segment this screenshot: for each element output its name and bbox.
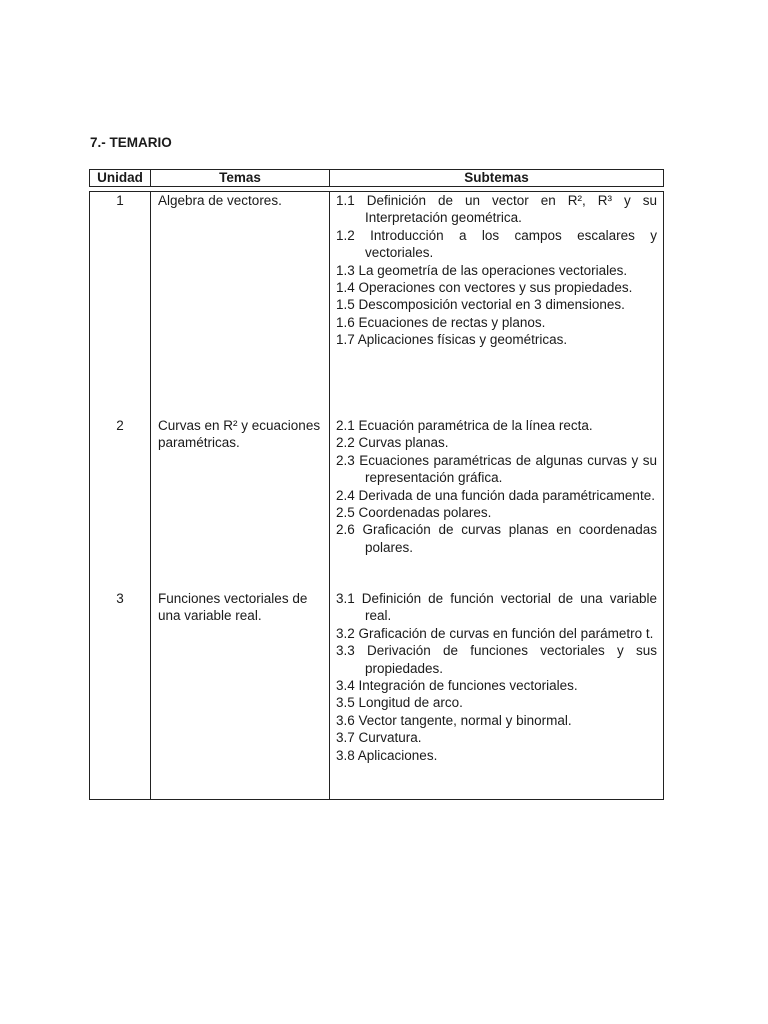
subtema-item: 2.3 Ecuaciones paramétricas de algunas curvas y su representación gráfica. — [336, 452, 657, 486]
subtema-item: 1.5 Descomposición vectorial en 3 dimensiones. — [336, 297, 625, 313]
unit-tema: Funciones vectoriales de una variable real. — [158, 591, 308, 624]
subtema-list — [336, 192, 657, 349]
subtema-item: 1.7 Aplicaciones físicas y geométricas. — [336, 332, 568, 348]
header-subtemas: Subtemas — [329, 169, 664, 187]
subtema-item: 1.1 Definición de un vector en R², R³ y su Interpretación geométrica. — [336, 193, 657, 226]
subtema-item: 1.3 La geometría de las operaciones vectoriales. — [336, 262, 628, 278]
subtema-item: 1.6 Ecuaciones de rectas y planos. — [336, 314, 546, 330]
temario-table — [89, 169, 664, 800]
subtema-item: 3.5 Longitud de arco. — [336, 695, 463, 711]
subtema-item: 3.6 Vector tangente, normal y binormal. — [336, 712, 572, 728]
subtema-item: 3.4 Integración de funciones vectoriales. — [336, 678, 578, 694]
subtema-item: 1.2 Introducción a los campos escalares y vectoriales. — [336, 227, 657, 261]
header-unidad: Unidad — [89, 169, 151, 187]
column-divider — [329, 191, 330, 800]
section-title: 7.- TEMARIO — [90, 135, 172, 150]
subtema-item: 2.2 Curvas planas. — [336, 435, 449, 451]
subtema-item: 3.7 Curvatura. — [336, 730, 422, 746]
subtema-item: 2.4 Derivada de una función dada paramétricamente. — [336, 487, 655, 503]
subtema-item: 3.2 Graficación de curvas en función del parámetro t. — [336, 625, 654, 641]
unit-tema: Curvas en R² y ecuaciones paramétricas. — [158, 418, 321, 451]
subtema-list — [336, 417, 657, 556]
subtema-list — [336, 590, 657, 764]
subtema-item: 3.1 Definición de función vectorial de una variable real. — [336, 591, 657, 624]
header-temas: Temas — [150, 169, 330, 187]
subtema-item: 2.5 Coordenadas polares. — [336, 505, 492, 521]
subtema-item: 3.8 Aplicaciones. — [336, 747, 438, 763]
unit-number: 3 — [116, 591, 124, 606]
subtema-item: 3.3 Derivación de funciones vectoriales y sus propiedades. — [336, 643, 657, 676]
subtema-item: 2.1 Ecuación paramétrica de la línea recta. — [336, 418, 593, 433]
unit-number: 1 — [116, 193, 124, 208]
unit-tema: Algebra de vectores. — [158, 193, 282, 208]
column-divider — [150, 191, 151, 800]
subtema-item: 2.6 Graficación de curvas planas en coordenadas polares. — [336, 522, 657, 555]
subtema-item: 1.4 Operaciones con vectores y sus propiedades. — [336, 280, 633, 296]
unit-number: 2 — [116, 418, 124, 433]
